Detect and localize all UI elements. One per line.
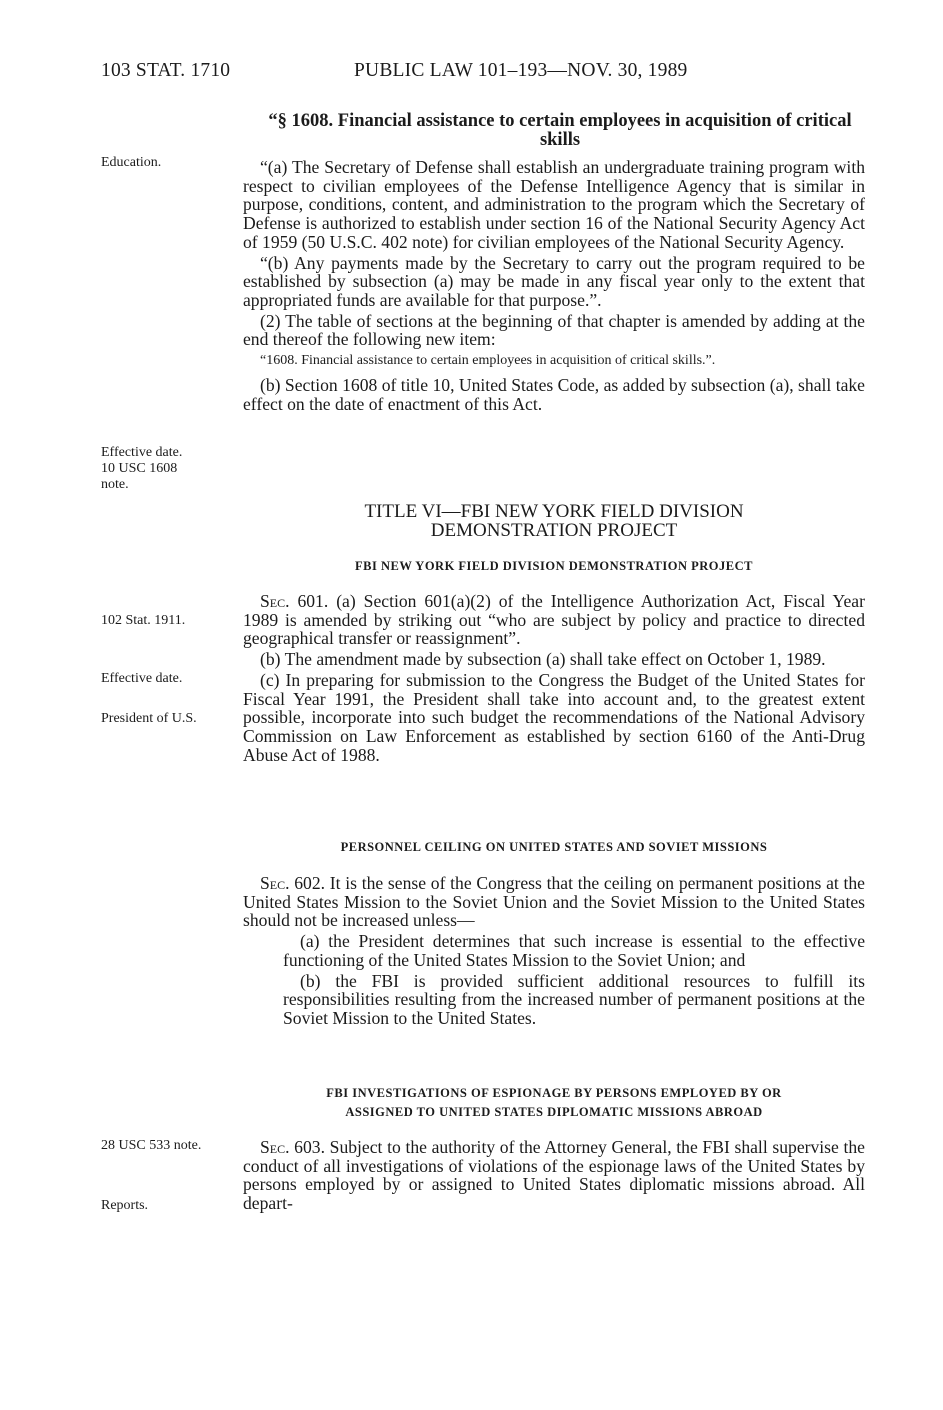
section-601-para-c: (c) In preparing for submission to the Congress the Budget of the United States for Fiscal Year 1991, the President shall take into account and, to the greatest extent possible, incorporate into such budget the recommendations of the National Advisory Commission on Law Enforcement as established by section 6160 of the Anti-Drug Abuse Act of 1988. xyxy=(243,669,865,765)
section-603-para xyxy=(243,1138,865,1213)
section-602-heading: PERSONNEL CEILING ON UNITED STATES AND SOVIET MISSIONS xyxy=(340,840,768,854)
section-1608-new-item: “1608. Financial assistance to certain employees in acquisition of critical skills.”. xyxy=(260,353,716,369)
section-601-para-a xyxy=(243,592,865,648)
section-602-para-text: It is the sense of the Congress that the ceiling on permanent positions at the United States Mission to the Soviet Union and the Soviet Mission to the United States should not be increased unless— xyxy=(243,873,865,931)
section-603-heading-line-1: FBI INVESTIGATIONS OF ESPIONAGE BY PERSONS EMPLOYED BY OR xyxy=(326,1086,782,1100)
margin-note-usc-533: 28 USC 533 note. xyxy=(101,1138,202,1153)
title-vi-heading xyxy=(243,502,865,540)
section-602-sub-a: (a) the President determines that such increase is essential to the effective functioning of the United States Mission to the Soviet Union; and xyxy=(283,931,865,970)
section-1608-para-b2: (b) Section 1608 of title 10, United States Code, as added by subsection (a), shall take effect on the date of enactment of this Act. xyxy=(243,375,865,414)
section-603-body xyxy=(243,1138,865,1213)
section-602-sub-b: (b) the FBI is provided sufficient additional resources to fulfill its responsibilities resulting from the increased number of permanent positions at the Soviet Mission to the United States. xyxy=(283,970,865,1028)
section-1608-para-a: “(a) The Secretary of Defense shall establish an undergraduate training program with respect to civilian employees of the Defense Intelligence Agency that is similar in purpose, conditions, content, and administration to the program which the Secretary of Defense is authorized to establish under section 16 of the National Security Agency Act of 1959 (50 U.S.C. 402 note) for civilian employees of the National Security Agency. xyxy=(243,157,865,252)
section-601-body xyxy=(243,592,865,764)
section-1608-heading-block xyxy=(260,112,860,150)
margin-note-education: Education. xyxy=(101,155,162,170)
section-602-para xyxy=(243,874,865,930)
section-603-para-text: Subject to the authority of the Attorney General, the FBI shall supervise the conduct of all investigations of violations of the espionage laws of the United States by persons employed by or assigned to United States diplomatic missions abroad. All depart- xyxy=(243,1137,865,1214)
section-601-para-a-text: (a) Section 601(a)(2) of the Intelligence Authorization Act, Fiscal Year 1989 is amended by striking out “who are subject by policy and practice to directed geographical transfer or reassignment”. xyxy=(243,591,865,649)
section-1608-para-2: (2) The table of sections at the beginning of that chapter is amended by adding at the end thereof the following new item: xyxy=(243,310,865,350)
title-vi-line-2: DEMONSTRATION PROJECT xyxy=(430,520,678,541)
margin-note-stat-citation: 102 Stat. 1911. xyxy=(101,613,186,628)
section-603-heading xyxy=(243,1084,865,1122)
margin-note-effective-date-label: Effective date. xyxy=(101,445,183,460)
section-601-para-b: (b) The amendment made by subsection (a) shall take effect on October 1, 1989. xyxy=(260,649,826,670)
section-601-heading: FBI NEW YORK FIELD DIVISION DEMONSTRATION PROJECT xyxy=(355,559,753,573)
margin-note-president: President of U.S. xyxy=(101,711,197,726)
section-1608-heading: “§ 1608. Financial assistance to certain employees in acquisition of critical skills xyxy=(268,111,852,150)
law-title-header: PUBLIC LAW 101–193—NOV. 30, 1989 xyxy=(354,60,688,81)
section-603-heading-line-2: ASSIGNED TO UNITED STATES DIPLOMATIC MISSIONS ABROAD xyxy=(345,1105,763,1119)
section-1608-para-b: “(b) Any payments made by the Secretary to carry out the program required to be established by subsection (a) may be made in any fiscal year only to the extent that appropriated funds are available for that purpose.”. xyxy=(243,252,865,310)
title-vi-line-1: TITLE VI—FBI NEW YORK FIELD DIVISION xyxy=(364,501,744,522)
margin-note-note: note. xyxy=(101,477,129,492)
margin-note-effective-date xyxy=(101,445,231,493)
margin-note-usc-citation: 10 USC 1608 xyxy=(101,461,178,476)
section-1608-body xyxy=(243,158,865,413)
section-602-label: Sec. 602. xyxy=(260,873,326,893)
section-601-label: Sec. 601. xyxy=(260,591,329,611)
page-number-header: 103 STAT. 1710 xyxy=(101,60,231,81)
margin-note-effective-date-2: Effective date. xyxy=(101,671,183,686)
margin-note-reports: Reports. xyxy=(101,1198,149,1213)
section-603-label: Sec. 603. xyxy=(260,1137,325,1157)
section-602-body xyxy=(243,874,865,1028)
